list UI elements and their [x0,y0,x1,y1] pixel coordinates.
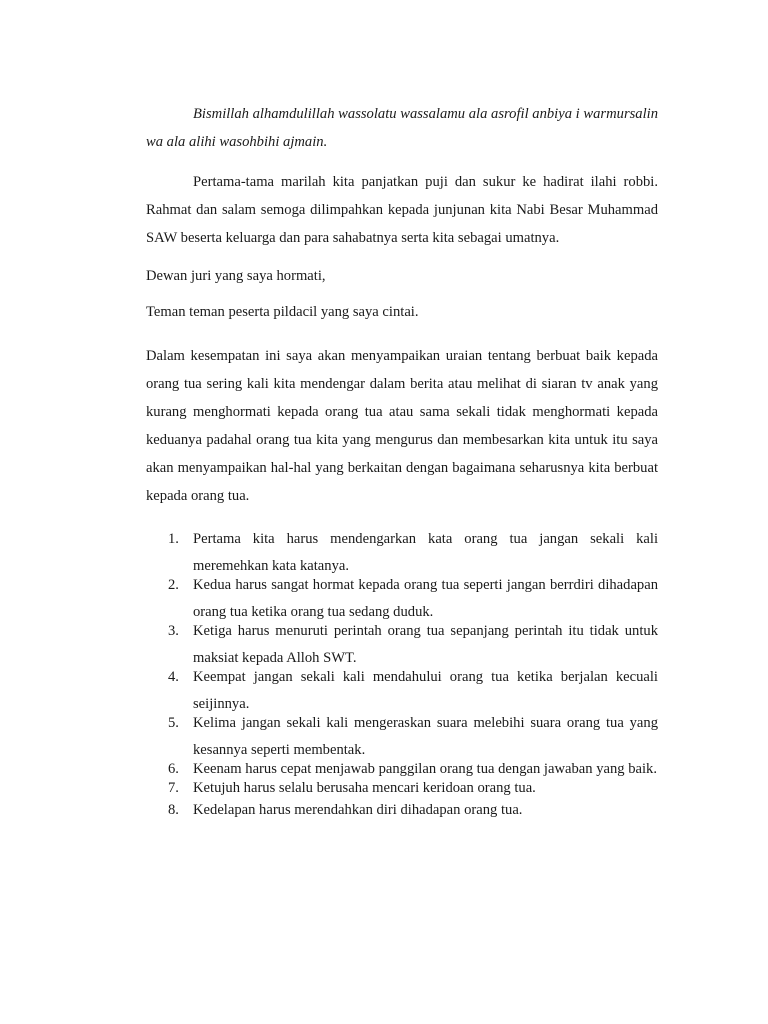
list-number: 7. [168,780,179,796]
greeting-jury: Dewan juri yang saya hormati, [146,268,326,284]
list-number: 5. [168,715,179,731]
list-item-text: Kedelapan harus merendahkan diri dihadapan orang tua. [193,802,523,818]
list-item-text: Kedua harus sangat hormat kepada orang tua seperti jangan berrdiri dihadapan orang tua ketika orang tua sedang duduk. [193,577,658,620]
list-item [146,779,658,797]
body-paragraph: Dalam kesempatan ini saya akan menyampaikan uraian tentang berbuat baik kepada orang tua sering kali kita mendengar dalam berita atau melihat di siaran tv anak yang kurang menghormati kepada orang tua atau sama sekali tidak menghormati kepada keduanya padahal orang tua kita yang mengurus dan membesarkan kita untuk itu saya akan menyampaikan hal-hal yang berkaitan dengan bagaimana seharusnya kita berbuat kepada orang tua. [146,348,658,504]
document-page [146,100,658,819]
list-item-text: Ketujuh harus selalu berusaha mencari keridoan orang tua. [193,780,536,796]
list-item-text: Keenam harus cepat menjawab panggilan orang tua dengan jawaban yang baik. [193,761,657,777]
list-number: 2. [168,577,179,593]
intro-paragraph: Pertama-tama marilah kita panjatkan puji dan sukur ke hadirat ilahi robbi. Rahmat dan salam semoga dilimpahkan kepada junjunan kita Nabi Besar Muhammad SAW beserta keluarga dan para sahabatnya serta kita sebagai umatnya. [146,174,658,246]
greeting-friends: Teman teman peserta pildacil yang saya cintai. [146,304,419,320]
list-item-text: Keempat jangan sekali kali mendahului orang tua ketika berjalan kecuali seijinnya. [193,669,658,712]
list-number: 6. [168,761,179,777]
list-item-text: Pertama kita harus mendengarkan kata orang tua jangan sekali kali meremehkan kata katanya. [193,531,658,574]
list-item-text: Ketiga harus menuruti perintah orang tua sepanjang perintah itu tidak untuk maksiat kepada Alloh SWT. [193,623,658,666]
list-item [146,801,658,819]
list-number: 8. [168,802,179,818]
list-item-text: Kelima jangan sekali kali mengeraskan suara melebihi suara orang tua yang kesannya seperti membentak. [193,715,658,758]
points-list [146,526,658,819]
list-number: 3. [168,623,179,639]
list-number: 1. [168,531,179,547]
list-number: 4. [168,669,179,685]
opening-paragraph: Bismillah alhamdulillah wassolatu wassalamu ala asrofil anbiya i warmursalin wa ala alihi wasohbihi ajmain. [146,106,658,150]
